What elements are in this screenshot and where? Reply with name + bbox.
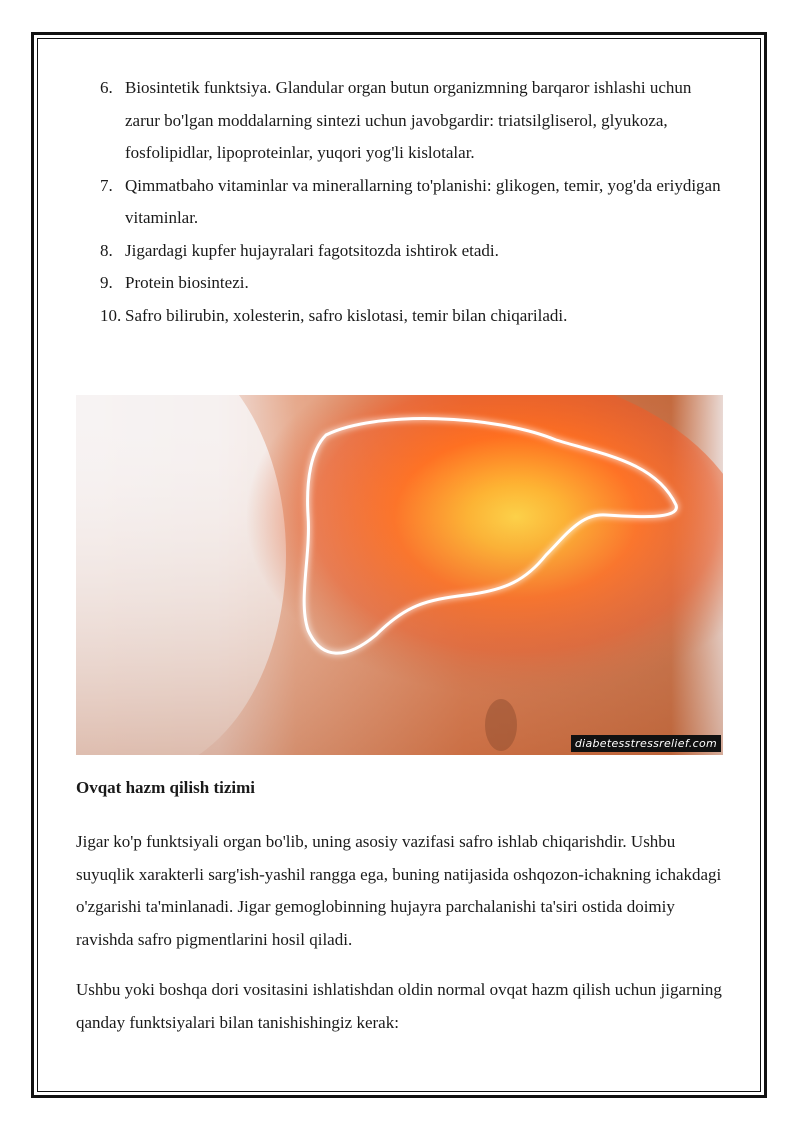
list-text: Qimmatbaho vitaminlar va minerallarning to'planishi: glikogen, temir, yog'da eriydigan vitaminlar. [125, 175, 721, 227]
list-number: 10. [100, 305, 122, 325]
list-item [76, 72, 726, 170]
list-text: Biosintetik funktsiya. Glandular organ butun organizmning barqaror ishlashi uchun zarur bo'lgan moddalarning sintezi uchun javobgardir: triatsilgliserol, glyukoza, fosfolipidlar, lipoproteinlar, yuqori yog'li kislotalar. [125, 78, 692, 162]
list-number: 8. [100, 240, 113, 260]
function-list [76, 72, 726, 332]
paragraph: Jigar ko'p funktsiyali organ bo'lib, uning asosiy vazifasi safro ishlab chiqarishdir. Ushbu suyuqlik xarakterli sarg'ish-yashil rangga ega, buning natijasida oshqozon-ichakning ichakdagi o'zgarishi ta'minlanadi. Jigar gemoglobinning hujayra parchalanishi ta'siri ostida doimiy ravishda safro pigmentlarini hosil qiladi. [76, 832, 722, 949]
list-item [76, 170, 726, 235]
list-text: Jigardagi kupfer hujayralari fagotsitozda ishtirok etadi. [125, 240, 499, 260]
list-item [76, 235, 726, 268]
list-item [76, 300, 726, 333]
list-number: 6. [100, 78, 113, 97]
paragraph: Ushbu yoki boshqa dori vositasini ishlatishdan oldin normal ovqat hazm qilish uchun jigarning qanday funktsiyalari bilan tanishishingiz kerak: [76, 980, 722, 1032]
image-credit: diabetesstressrelief.com [571, 735, 721, 752]
list-text: Protein biosintezi. [125, 273, 249, 292]
list-number: 7. [100, 175, 113, 195]
liver-illustration [76, 395, 723, 755]
list-item [76, 267, 726, 300]
list-text: Safro bilirubin, xolesterin, safro kislotasi, temir bilan chiqariladi. [125, 305, 568, 325]
list-number: 9. [100, 273, 113, 292]
section-heading: Ovqat hazm qilish tizimi [76, 778, 255, 797]
liver-illustration-graphic [76, 395, 723, 755]
